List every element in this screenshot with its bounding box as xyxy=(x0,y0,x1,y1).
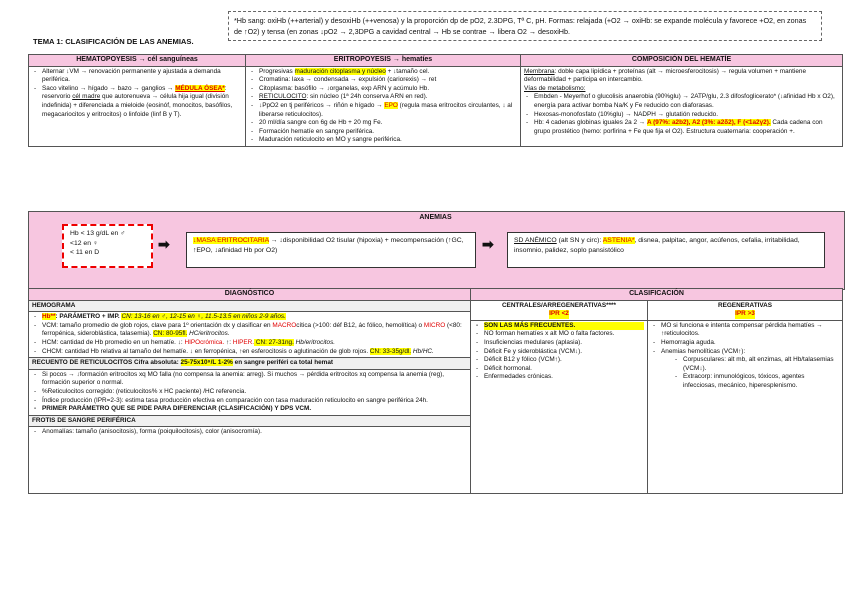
text: (regula masa eritrocitos circulantes, ↓ al liberarse reticulocitos). xyxy=(259,101,513,118)
highlight: A (97%: a2b2), A2 (3%: a2δ2), F (<1a2γ2). xyxy=(646,119,771,127)
list-item: - Hemorragia aguda. xyxy=(661,339,839,348)
text: REGENERATIVAS xyxy=(717,301,773,309)
list-item: - Déficit Fe y sideroblástica (VCM↓). xyxy=(484,348,644,357)
highlight: CN: 33-35g/dl. xyxy=(369,347,412,355)
list-item xyxy=(42,322,467,339)
text: Membrana xyxy=(524,67,555,75)
text: Cifra absoluta: xyxy=(132,359,181,367)
metabolismo-label: Vías de metabolismo: xyxy=(524,84,586,92)
text: Hb: 4 cadenas globinas iguales 2a 2 → xyxy=(534,119,647,127)
centrales-cell xyxy=(471,320,648,493)
text: cítica (>100: déf B12, ác fólico, hemolítica) o xyxy=(296,321,424,329)
list-item: - MO si funciona e intenta compensar pérdida hematíes → ↑reticulocitos. xyxy=(661,322,839,339)
regenerativas-header xyxy=(648,300,843,320)
text: Progresivas xyxy=(259,67,295,75)
text: : doble capa lipídica + proteínas (alt → microesferocitosis) → regula volumen + mantiene deformabilidad + participa en intercambio. xyxy=(524,67,807,84)
text: , disnea, palpitac, angor, acúfenos, cefalia, irritabilidad, insomnio, palidez, soplo pansistólico xyxy=(514,237,800,254)
text: Cada cadena con grupo prostético (hemo: porfirina + Fe que fija el O2). Estructura cuaternaria: cooperación +. xyxy=(534,119,823,135)
list-item: - Citoplasma: basófilo → ↓organelas, exp ARN y acúmulo Hb. xyxy=(259,85,517,94)
list-item xyxy=(661,348,839,391)
text: HC/eritrocitos. xyxy=(187,330,230,338)
clasificacion-header: CLASIFICACIÓN xyxy=(471,289,843,301)
reticulocitos-label xyxy=(29,357,470,370)
list-item xyxy=(259,68,517,77)
text: : PARÁMETRO + IMP. xyxy=(55,313,122,321)
list-item: - Extracorp: inmunológicos, tóxicos, agentes infecciosas, mecánico, hiperesplenismo. xyxy=(683,373,839,390)
masa-box xyxy=(186,232,476,268)
text: CENTRALES/ARREGENERATIVAS**** xyxy=(501,301,617,309)
diagnostico-header: DIAGNÓSTICO xyxy=(29,289,471,301)
eritropoyesis-header: ERITROPOYESIS → hematíes xyxy=(246,55,521,67)
highlight: IPR <2 xyxy=(549,310,569,318)
sd-anemico-box xyxy=(507,232,825,268)
list-item: - SON LAS MÁS FRECUENTES. xyxy=(484,322,644,331)
text: SD ANÉMICO xyxy=(514,237,557,244)
highlight: CN: 80-95fl. xyxy=(153,330,188,338)
arrow-icon: ➡ xyxy=(482,236,494,252)
page-title: TEMA 1: CLASIFICACIÓN DE LAS ANEMIAS. xyxy=(33,37,194,46)
centrales-header xyxy=(471,300,648,320)
list-item: - Cromatina: laxa → condensada → expulsión (cariorexis) → ret xyxy=(259,76,517,85)
list-item: - Insuficiencias medulares (aplasia). xyxy=(484,339,644,348)
text: (alt SN y circ): xyxy=(556,237,603,244)
arrow-icon: ➡ xyxy=(158,236,170,252)
text: ↓PpO2 en tj periféricos → riñón e hígado → xyxy=(259,101,385,109)
highlight: MÉDULA ÓSEA* xyxy=(175,84,225,92)
text: que autorenueva → célula hija igual (división indefinida) + diferenciada a mieloide (eosinóf, monocitos, basófilos, megacariocitos y eritrocitos) o linfoide (linf B y T). xyxy=(42,93,233,118)
highlight: CN: 13-16 en ♂, 12-15 en ♀, 11.5-13.5 en niños 2-9 años. xyxy=(121,313,286,321)
text: HIPOcrómica. xyxy=(184,338,225,346)
text: : sin núcleo (1ª 24h conserva ARN en red). xyxy=(306,93,428,101)
frotis-label: FROTIS DE SANGRE PERIFÉRICA xyxy=(29,415,470,428)
footnote-text: *Hb sang: oxiHb (++arterial) y desoxiHb (++venosa) y la proporción dp de pO2, 2.3DPG, Tª C, pH. Formas: relajada (+O2 → oxiHb: se expande molécula y favorece +O2, en zonas de ↑O2) y tensa (en zonas ↓pO2 → 2,3DPG a cavidad central → Hb se contrae → libera O2 → desoxiHb. xyxy=(234,16,807,36)
section-1-table xyxy=(28,54,843,147)
highlight: 25-75x10⁹/L 1-2% xyxy=(180,359,233,367)
list-item xyxy=(534,119,839,136)
text: HCM: cantidad de Hb promedio en un hematíe. ↓: xyxy=(42,338,185,346)
composicion-header: COMPOSICIÓN DEL HEMATÍE xyxy=(521,55,843,67)
list-item: - Enfermedades crónicas. xyxy=(484,373,644,382)
list-item: - %Reticulocitos corregido: (reticulocitos% x HC paciente) /HC referencia. xyxy=(42,388,467,397)
criteria-item: < 11 en D xyxy=(70,249,100,256)
text: : reservorio xyxy=(42,84,227,101)
text: HIPER. xyxy=(232,338,255,346)
text: Hb/HC. xyxy=(411,347,434,355)
text: Saco vitelino → hígado → bazo → ganglios → xyxy=(42,84,176,92)
list-item xyxy=(42,85,242,119)
list-item: - Formación hematíe en sangre periférica. xyxy=(259,128,517,137)
hematopoyesis-cell xyxy=(29,66,246,146)
text: VCM: tamaño promedio de glob rojos, clave para 1º orientación dx y clasificar en xyxy=(42,321,273,329)
text: MICRO xyxy=(423,321,446,329)
highlight: ASTENIA* xyxy=(602,237,635,244)
text: RETICULOCITO xyxy=(259,93,307,101)
hemograma-label: HEMOGRAMA xyxy=(29,301,470,313)
footnote-box xyxy=(228,11,822,41)
highlight: CN: 27-31ng. xyxy=(254,338,294,346)
composicion-cell xyxy=(521,66,843,146)
highlight: Hb** xyxy=(42,313,56,321)
text: (<80: ferropénica, sideroblástica, talasemia). xyxy=(42,321,462,338)
eritropoyesis-cell xyxy=(246,66,521,146)
list-item: - Corpusculares: alt mb, alt enzimas, alt Hb/talasemias (VCM↓). xyxy=(683,356,839,373)
criteria-item: Hb < 13 g/dL en ♂ xyxy=(70,230,126,237)
highlight: IPR >3 xyxy=(735,310,755,318)
list-item: - Déficit B12 y fólico (VCM↑). xyxy=(484,356,644,365)
anemias-title: ANEMIAS xyxy=(419,214,452,221)
membrana-paragraph xyxy=(524,68,839,85)
hematopoyesis-header: HEMATOPOYESIS → cél sanguíneas xyxy=(29,55,246,67)
list-item: - 20 ml/día sangre con 6g de Hb + 20 mg Fe. xyxy=(259,119,517,128)
highlight: ↓MASA ERITROCITARIA xyxy=(193,237,269,244)
highlight: maduración citoplasma y núcleo xyxy=(294,67,386,75)
text: → ↓disponibilidad O2 tisular (hipoxia) + mecompensación (↑GC, ↑EPO, ↓afinidad Hb por O2) xyxy=(193,237,464,254)
list-item xyxy=(259,102,517,119)
criteria-item: <12 en ♀ xyxy=(70,239,98,247)
text: RECUENTO DE RETICULOCITOS xyxy=(32,359,133,367)
criteria-box xyxy=(62,224,153,268)
list-item xyxy=(42,339,467,348)
text: Anemias hemolíticas (VCM↑): xyxy=(661,347,746,355)
list-item: - Maduración reticulocito en MO y sangre periférica. xyxy=(259,136,517,145)
list-item xyxy=(42,348,467,357)
text: + ↓tamaño cel. xyxy=(385,67,430,75)
list-item: - Índice producción (IPR=2-3): estima tasa producción efectiva en comparación con tasa maduración reticulocito en sangre periférica 24h. xyxy=(42,397,467,406)
list-item: - Anomalías: tamaño (anisocitosis), forma (poiquilocitosis), color (anisocromía). xyxy=(42,428,467,437)
list-item: - Embden - Meyerhof o glucolisis anaerobia (90%glu) → 2ATP/glu, 2.3 difosfoglicerato* (↓afinidad Hb x O2), energía para activar bomba Na/K y Fe reducido con diaforasas. xyxy=(534,93,839,110)
regenerativas-cell xyxy=(648,320,843,493)
text: ↑: xyxy=(224,338,233,346)
text: Hb/eritrocitos. xyxy=(293,338,336,346)
diagnostico-cell xyxy=(29,300,471,493)
list-item: - PRIMER PARÁMETRO QUE SE PIDE PARA DIFERENCIAR (CLASIFICACIÓN) Y DPS VCM. xyxy=(42,405,467,414)
section-2-table xyxy=(28,288,843,494)
text: en sangre periféri ca total hemat xyxy=(232,359,334,367)
list-item: - Si pocos → ↓formación eritrocitos xq MO falla (no compensa la anemia: arreg). Si muchos → pérdida eritrocitos xq compensa la anemia (reg), formación superior o normal. xyxy=(42,371,467,388)
text: CHCM: cantidad Hb relativa al tamaño del hematíe. ↓ en ferropénica, ↑en esferocitosis o aglutinación de glob rojos. xyxy=(42,347,370,355)
highlight: EPO xyxy=(384,101,398,109)
list-item xyxy=(42,313,467,322)
list-item: - NO forman hematíes x alt MO o falta factores. xyxy=(484,330,644,339)
text: MACRO xyxy=(272,321,297,329)
list-item: - Déficit hormonal. xyxy=(484,365,644,374)
list-item: - Alternar ↓VM → renovación permanente y ajustada a demanda periférica. xyxy=(42,68,242,85)
list-item xyxy=(259,93,517,102)
list-item: - Hexosas-monofosfato (10%glu) → NADPH → glutatión reducido. xyxy=(534,111,839,120)
text: cél madre xyxy=(72,93,101,101)
